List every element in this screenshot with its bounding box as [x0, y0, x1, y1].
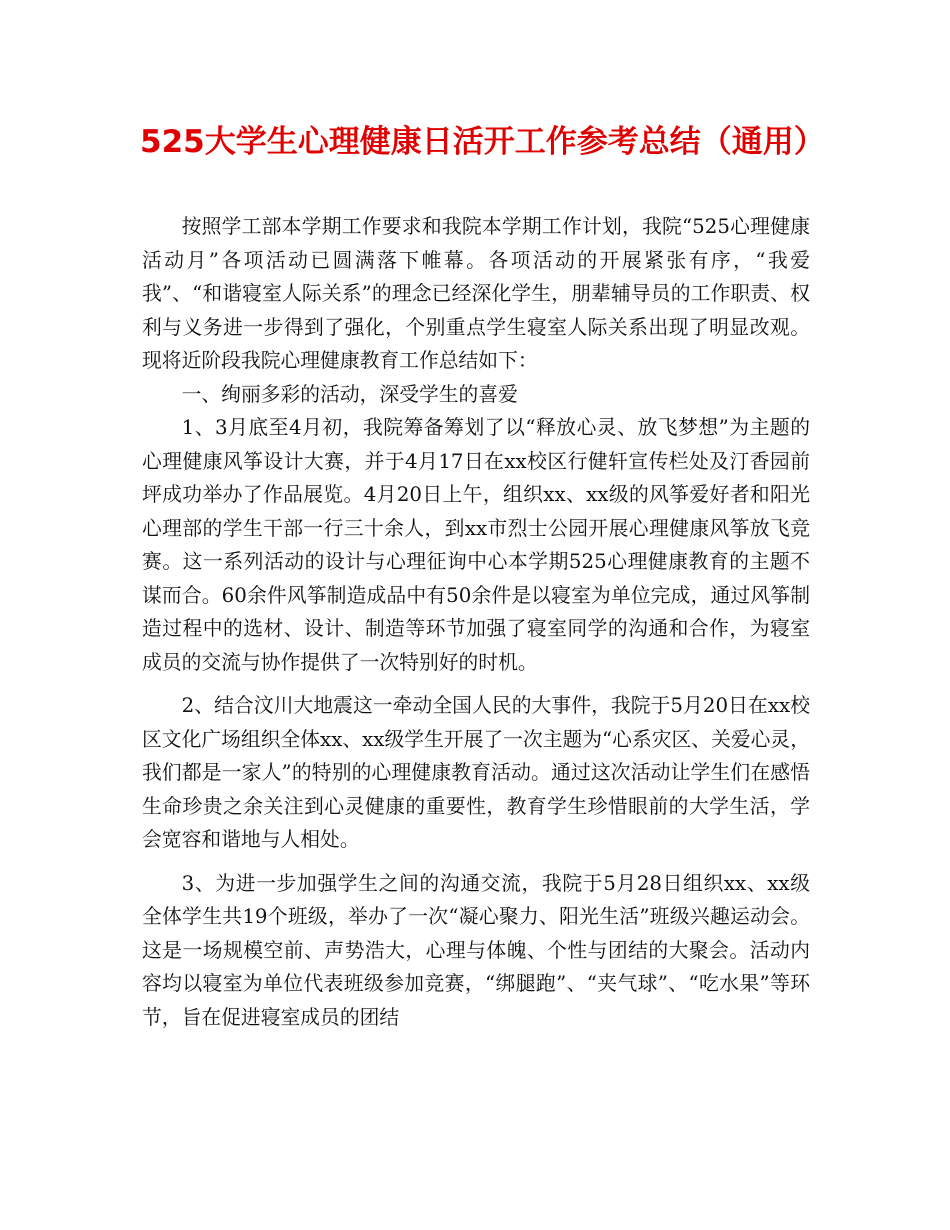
document-body: [142, 210, 810, 1034]
item-3-paragraph: 3、为进一步加强学生之间的沟通交流，我院于5月28日组织xx、xx级全体学生共19个班级，举办了一次“凝心聚力、阳光生活”班级兴趣运动会。这是一场规模空前、声势浩大，心理与体魄、个性与团结的大聚会。活动内容均以寝室为单位代表班级参加竞赛，“绑腿跑”、“夹气球”、“吃水果”等环节，旨在促进寝室成员的团结: [142, 871, 810, 1029]
item-2-paragraph: 2、结合汶川大地震这一牵动全国人民的大事件，我院于5月20日在xx校区文化广场组织全体xx、xx级学生开展了一次主题为“心系灾区、关爱心灵，我们都是一家人”的特别的心理健康教育活动。通过这次活动让学生们在感悟生命珍贵之余关注到心灵健康的重要性，教育学生珍惜眼前的大学生活，学会宽容和谐地与人相处。: [142, 694, 810, 851]
intro-paragraph: 按照学工部本学期工作要求和我院本学期工作计划，我院“525心理健康活动月”各项活动已圆满落下帷幕。各项活动的开展紧张有序，“我爱我”、“和谐寝室人际关系”的理念已经深化学生，朋辈辅导员的工作职责、权利与义务进一步得到了强化，个别重点学生寝室人际关系出现了明显改观。现将近阶段我院心理健康教育工作总结如下：: [142, 215, 810, 372]
document-title: 525大学生心理健康日活开工作参考总结（通用）: [140, 124, 825, 160]
item-1-paragraph: 1、3月底至4月初，我院筹备筹划了以“释放心灵、放飞梦想”为主题的心理健康风筝设计大赛，并于4月17日在xx校区行健轩宣传栏处及汀香园前坪成功举办了作品展览。4月20日上午，组织xx、xx级的风筝爱好者和阳光心理部的学生干部一行三十余人，到xx市烈士公园开展心理健康风筝放飞竞赛。这一系列活动的设计与心理征询中心本学期525心理健康教育的主题不谋而合。60余件风筝制造成品中有50余件是以寝室为单位完成，通过风筝制造过程中的选材、设计、制造等环节加强了寝室同学的沟通和合作，为寝室成员的交流与协作提供了一次特别好的时机。: [142, 416, 810, 674]
section-heading: 一、绚丽多彩的活动，深受学生的喜爱: [181, 382, 518, 406]
